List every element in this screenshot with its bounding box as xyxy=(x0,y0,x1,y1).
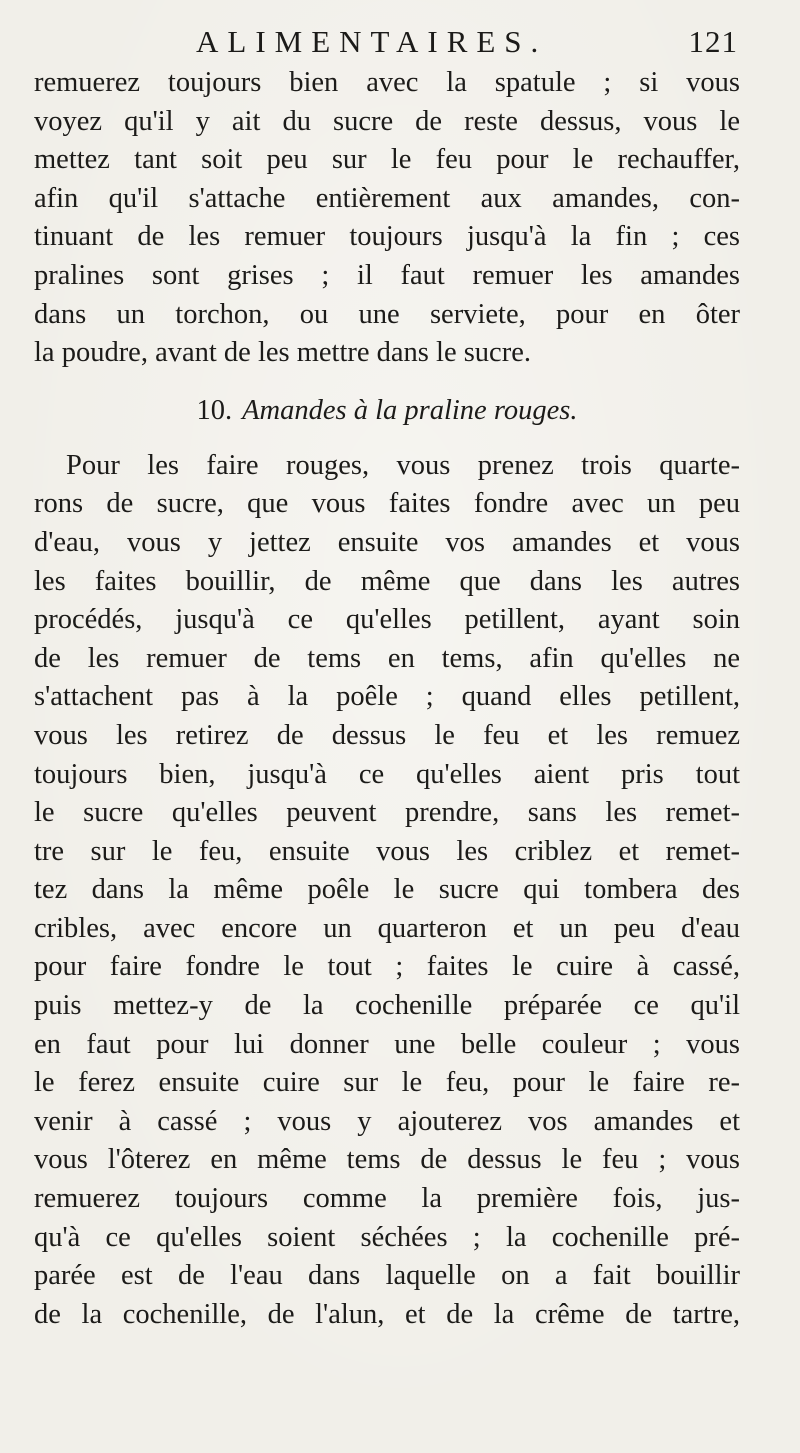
text-line: dans un torchon, ou une serviete, pour en ôter xyxy=(34,298,740,330)
text-line: mettez tant soit peu sur le feu pour le rechauffer, xyxy=(34,144,740,176)
page-header xyxy=(0,22,800,62)
section-heading xyxy=(34,387,740,437)
text-line: qu'à ce qu'elles soient séchées ; la cochenille pré- xyxy=(34,1221,740,1253)
text-line: rons de sucre, que vous faites fondre avec un peu xyxy=(34,488,740,520)
text-line: les faites bouillir, de même que dans les autres xyxy=(34,565,740,597)
text-line: vous l'ôterez en même tems de dessus le feu ; vous xyxy=(34,1144,740,1176)
text-line: pralines sont grises ; il faut remuer les amandes xyxy=(34,259,740,291)
text-line: de les remuer de tems en tems, afin qu'elles ne xyxy=(34,642,740,674)
text-line: en faut pour lui donner une belle couleur ; vous xyxy=(34,1028,740,1060)
text-line: tinuant de les remuer toujours jusqu'à la fin ; ces xyxy=(34,221,740,253)
page-body xyxy=(34,64,740,1334)
text-line: parée est de l'eau dans laquelle on a fait bouillir xyxy=(34,1260,740,1292)
text-line: venir à cassé ; vous y ajouterez vos amandes et xyxy=(34,1105,740,1137)
text-line: remuerez toujours bien avec la spatule ; si vous xyxy=(34,67,740,98)
text-line: de la cochenille, de l'alun, et de la crême de tartre, xyxy=(34,1298,740,1330)
text-line: voyez qu'il y ait du sucre de reste dessus, vous le xyxy=(34,105,740,137)
recipe-paragraph xyxy=(34,447,740,1335)
text-line: vous les retirez de dessus le feu et les remuez xyxy=(34,719,740,751)
text-line: puis mettez-y de la cochenille préparée ce qu'il xyxy=(34,990,740,1022)
text-line: procédés, jusqu'à ce qu'elles petillent, ayant soin xyxy=(34,604,740,636)
text-line: Pour les faire rouges, vous prenez trois quarte- xyxy=(66,449,740,481)
running-title: ALIMENTAIRES. xyxy=(196,24,548,59)
text-line: s'attachent pas à la poêle ; quand elles petillent, xyxy=(34,681,740,713)
text-line: tre sur le feu, ensuite vous les criblez et remet- xyxy=(34,835,740,867)
text-line: afin qu'il s'attache entièrement aux amandes, con- xyxy=(34,182,740,214)
text-line: d'eau, vous y jettez ensuite vos amandes et vous xyxy=(34,526,740,558)
page-number: 121 xyxy=(688,24,738,59)
text-line: tez dans la même poêle le sucre qui tombera des xyxy=(34,874,740,906)
text-line: le sucre qu'elles peuvent prendre, sans les remet- xyxy=(34,797,740,829)
text-line: remuerez toujours comme la première fois, jus- xyxy=(34,1183,740,1215)
section-title: Amandes à la praline rouges. xyxy=(242,394,578,426)
paragraph-continued xyxy=(34,64,740,373)
text-line: le ferez ensuite cuire sur le feu, pour le faire re- xyxy=(34,1067,740,1099)
section-number: 10. xyxy=(196,394,233,426)
text-line: la poudre, avant de les mettre dans le sucre. xyxy=(34,337,531,369)
text-line: pour faire fondre le tout ; faites le cuire à cassé, xyxy=(34,951,740,983)
text-line: toujours bien, jusqu'à ce qu'elles aient pris tout xyxy=(34,758,740,790)
text-line: cribles, avec encore un quarteron et un peu d'eau xyxy=(34,912,740,944)
